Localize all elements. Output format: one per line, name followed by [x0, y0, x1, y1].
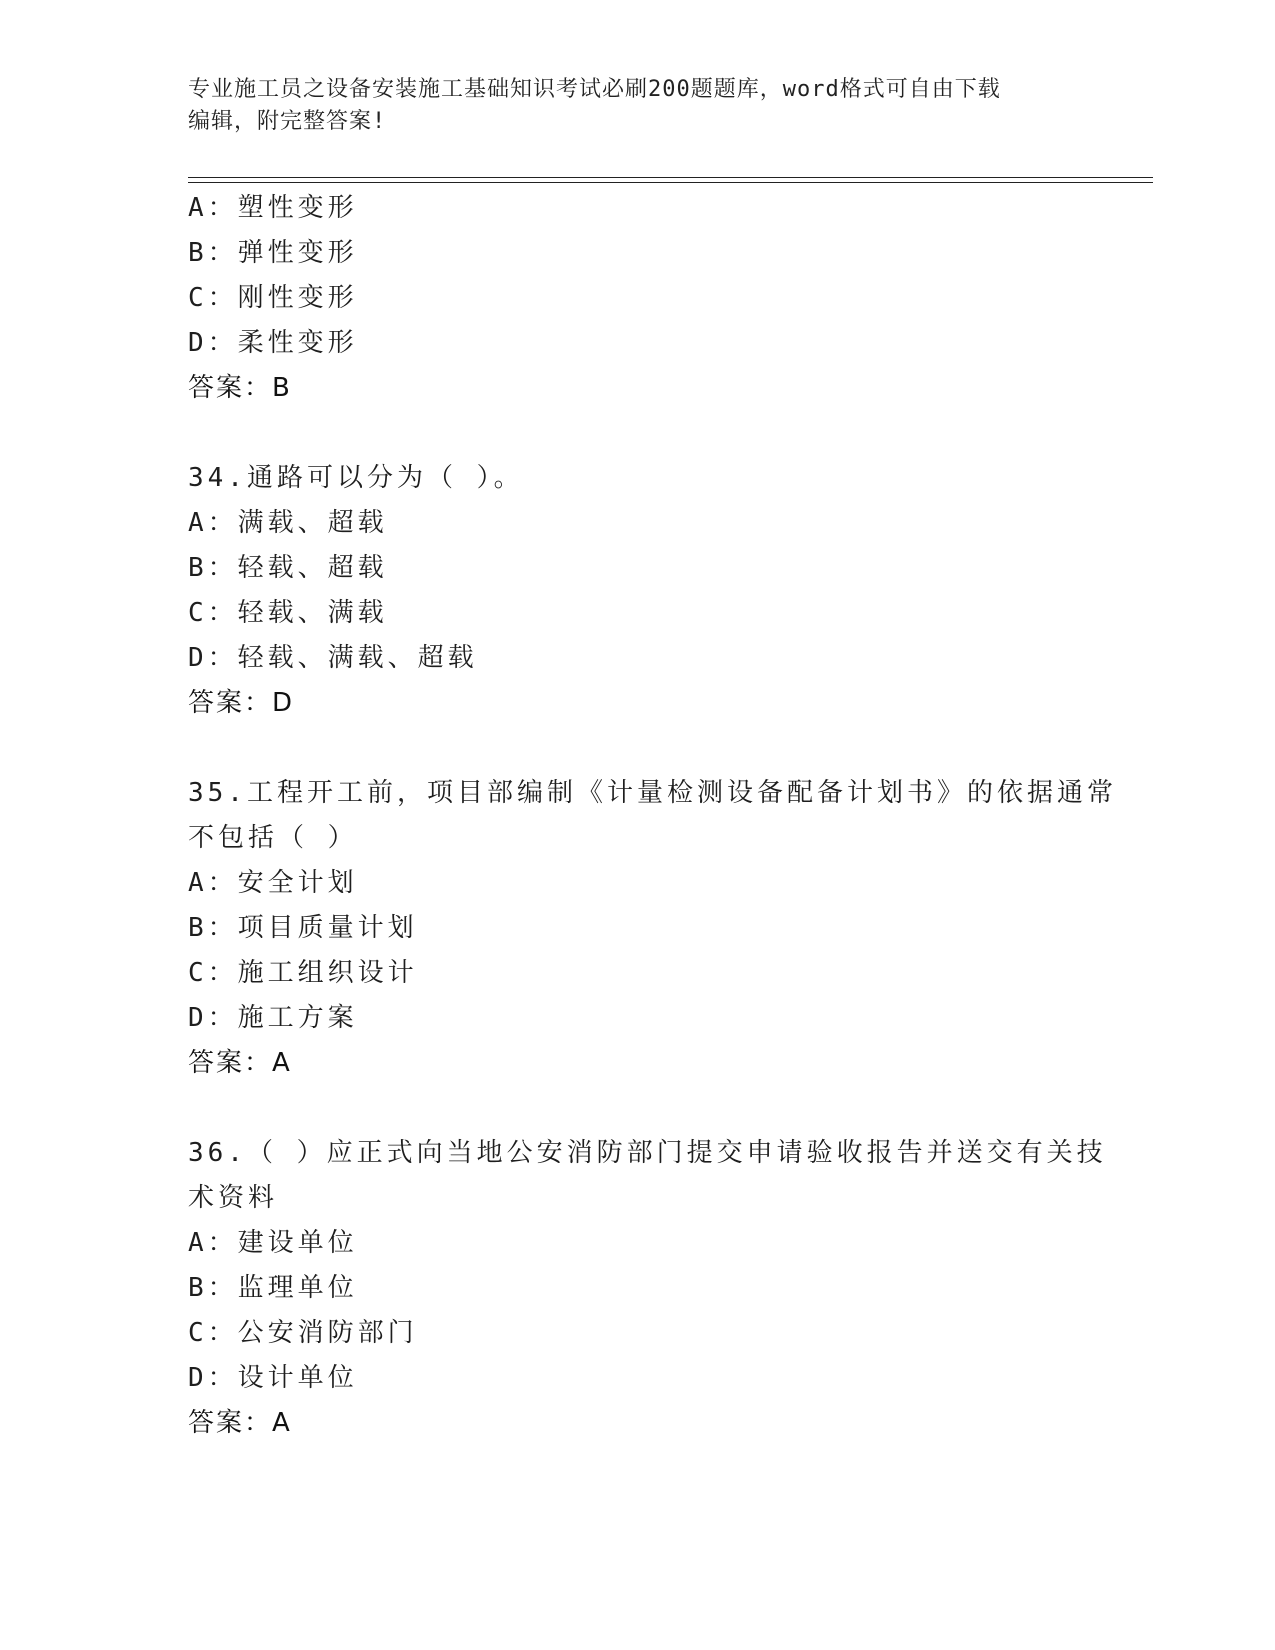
header-divider-bottom — [188, 182, 1153, 183]
q36-option-d: D：设计单位 — [188, 1363, 358, 1393]
q35-option-b: B：项目质量计划 — [188, 913, 418, 943]
header-line-2: 编辑，附完整答案! — [188, 109, 387, 134]
q34-option-a: A：满载、超载 — [188, 508, 388, 538]
q33-option-b: B：弹性变形 — [188, 238, 358, 268]
q35-stem-line-1: 35.工程开工前，项目部编制《计量检测设备配备计划书》的依据通常 — [188, 778, 1117, 808]
document-header — [188, 74, 1088, 138]
header-line-1: 专业施工员之设备安装施工基础知识考试必刷200题题库，word格式可自由下载 — [188, 77, 1001, 102]
q35-option-d: D：施工方案 — [188, 1003, 358, 1033]
q33-option-c: C：刚性变形 — [188, 283, 358, 313]
q35-option-a: A：安全计划 — [188, 868, 358, 898]
q33-option-a: A：塑性变形 — [188, 193, 358, 223]
q33-option-d: D：柔性变形 — [188, 328, 358, 358]
q36-option-a: A：建设单位 — [188, 1228, 358, 1258]
q35-option-c: C：施工组织设计 — [188, 958, 418, 988]
q34-stem: 34.通路可以分为（ ）。 — [188, 463, 524, 493]
q36-option-b: B：监理单位 — [188, 1273, 358, 1303]
q36-stem-line-2: 术资料 — [188, 1183, 279, 1213]
q34-answer: 答案：D — [188, 688, 295, 718]
q36-stem-line-1: 36.（ ）应正式向当地公安消防部门提交申请验收报告并送交有关技 — [188, 1138, 1107, 1168]
q34-option-d: D：轻载、满载、超载 — [188, 643, 478, 673]
q35-answer: 答案：A — [188, 1048, 292, 1078]
q34-option-b: B：轻载、超载 — [188, 553, 388, 583]
q36-answer: 答案：A — [188, 1408, 292, 1438]
q36-option-c: C：公安消防部门 — [188, 1318, 418, 1348]
header-divider-top — [188, 177, 1153, 178]
q35-stem-line-2: 不包括（ ） — [188, 823, 358, 853]
q33-answer: 答案：B — [188, 373, 292, 403]
q34-option-c: C：轻载、满载 — [188, 598, 388, 628]
